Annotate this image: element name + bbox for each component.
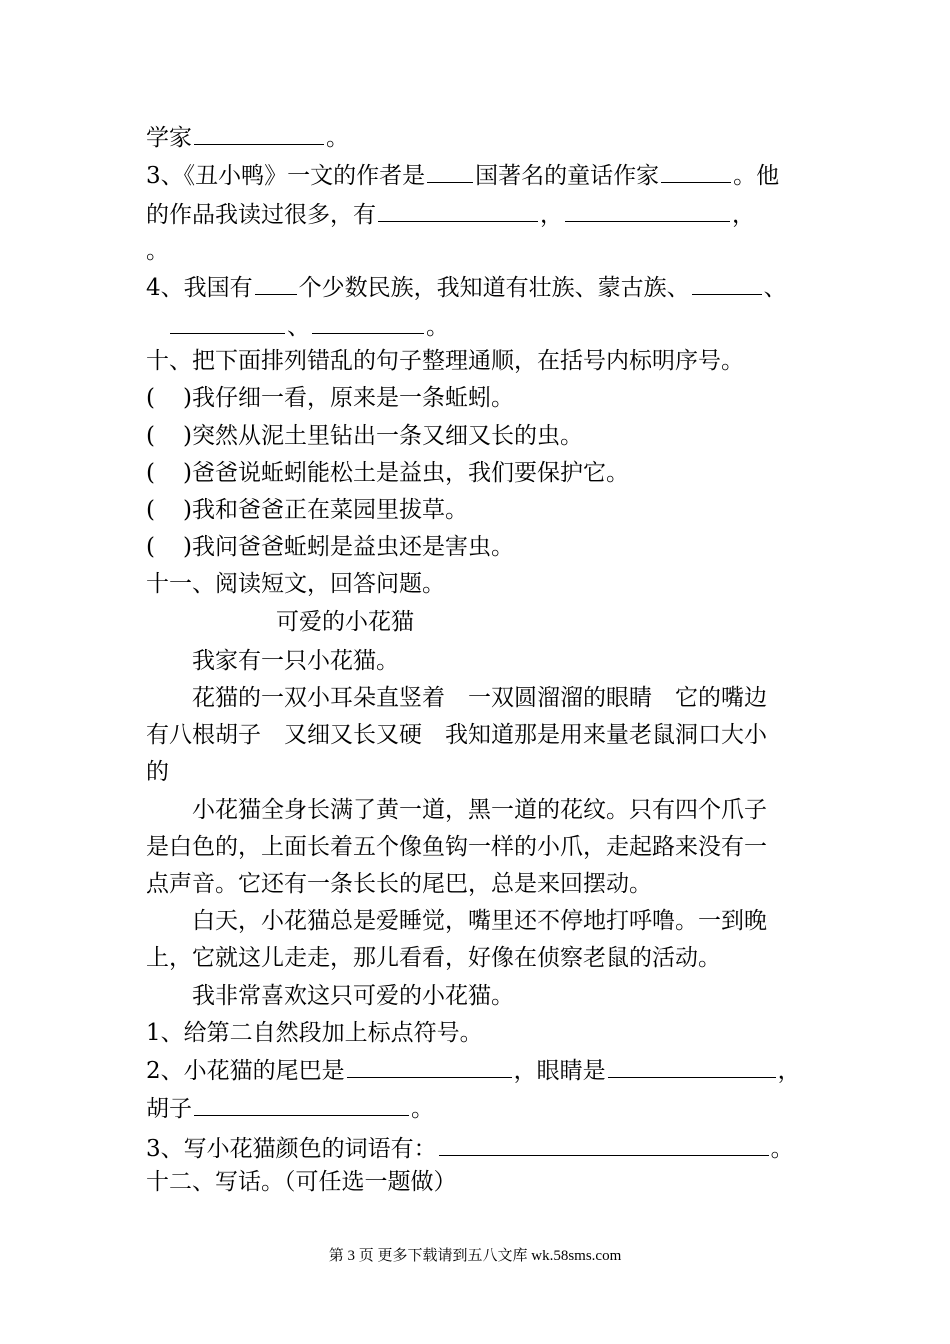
q10-item xyxy=(146,458,629,488)
sub-question-2-cont xyxy=(146,1093,434,1124)
answer-blank[interactable] xyxy=(608,1055,776,1078)
paren-open: ( xyxy=(146,534,155,560)
paren-open: ( xyxy=(146,460,155,486)
text: 、 xyxy=(287,314,310,340)
paren-open: ( xyxy=(146,423,155,449)
text: 。 xyxy=(326,125,349,151)
paren-close: ) xyxy=(182,385,192,411)
paren-close: ) xyxy=(182,423,192,449)
answer-blank[interactable] xyxy=(347,1055,512,1078)
text: 2、小花猫的尾巴是 xyxy=(146,1058,345,1084)
q10-item xyxy=(146,495,468,525)
answer-blank[interactable] xyxy=(565,199,730,222)
text: 。 xyxy=(426,314,449,340)
answer-blank[interactable] xyxy=(661,160,731,183)
q9-line-a xyxy=(146,122,349,153)
answer-blank[interactable] xyxy=(194,1093,409,1116)
sentence: 爸爸说蚯蚓能松土是益虫，我们要保护它。 xyxy=(191,460,629,486)
text: ， xyxy=(777,1058,801,1084)
answer-blank[interactable] xyxy=(378,199,538,222)
sub-question-2 xyxy=(146,1055,801,1086)
passage-p3-line: 点声音。它还有一条长长的尾巴，总是来回摆动。 xyxy=(146,871,652,897)
text: 个少数民族，我知道有壮族、蒙古族、 xyxy=(298,275,690,301)
answer-blank[interactable] xyxy=(427,160,473,183)
text: ， xyxy=(732,202,755,228)
page-footer: 第 3 页 更多下载请到五八文库 wk.58sms.com xyxy=(328,1248,622,1264)
q12-heading: 十二、写话。（可任选一题做） xyxy=(146,1169,457,1195)
passage-p2-line: 的 xyxy=(146,759,169,785)
passage-p2-line: 花猫的一双小耳朵直竖着 一双圆溜溜的眼睛 它的嘴边 xyxy=(192,685,767,711)
passage-p4-line: 上，它就这儿走走，那儿看看，好像在侦察老鼠的活动。 xyxy=(146,945,721,971)
answer-blank[interactable] xyxy=(692,272,762,295)
passage-p2-line: 有八根胡子 又细又长又硬 我知道那是用来量老鼠洞口大小 xyxy=(146,722,767,748)
passage-p5: 我非常喜欢这只可爱的小花猫。 xyxy=(192,983,514,1009)
passage-p1: 我家有一只小花猫。 xyxy=(192,648,399,674)
answer-blank[interactable] xyxy=(170,311,285,334)
text: ，眼睛是 xyxy=(513,1058,606,1084)
text: 。 xyxy=(411,1096,434,1122)
q3-line-3 xyxy=(146,236,169,266)
text: 3、写小花猫颜色的词语有： xyxy=(146,1136,437,1162)
paren-close: ) xyxy=(182,497,192,523)
paren-close: ) xyxy=(182,534,192,560)
text: 。 xyxy=(146,238,169,264)
text: 。他 xyxy=(733,163,780,189)
passage-p3-line: 小花猫全身长满了黄一道，黑一道的花纹。只有四个爪子 xyxy=(192,797,767,823)
q10-item xyxy=(146,421,583,451)
text: 3、《丑小鸭》一文的作者是 xyxy=(146,163,426,189)
text: 、 xyxy=(763,275,787,301)
q4-line-2 xyxy=(168,311,449,342)
passage-p4-line: 白天，小花猫总是爱睡觉，嘴里还不停地打呼噜。一到晚 xyxy=(192,908,767,934)
answer-blank[interactable] xyxy=(312,311,424,334)
text: 胡子 xyxy=(146,1096,192,1122)
q10-item xyxy=(146,383,514,413)
text: ， xyxy=(540,202,563,228)
paren-open: ( xyxy=(146,385,155,411)
answer-blank[interactable] xyxy=(255,272,297,295)
sentence: 我仔细一看，原来是一条蚯蚓。 xyxy=(191,385,514,411)
text: 学家 xyxy=(146,125,192,151)
paren-close: ) xyxy=(182,460,192,486)
q10-heading: 十、把下面排列错乱的句子整理通顺，在括号内标明序号。 xyxy=(146,348,744,374)
answer-blank[interactable] xyxy=(439,1133,769,1156)
text: 4、我国有 xyxy=(146,275,253,301)
q11-heading: 十一、阅读短文，回答问题。 xyxy=(146,571,445,597)
paren-open: ( xyxy=(146,497,155,523)
q10-item xyxy=(146,532,514,562)
sub-question-1: 1、给第二自然段加上标点符号。 xyxy=(146,1020,483,1046)
text: 的作品我读过很多，有 xyxy=(146,202,376,228)
answer-blank[interactable] xyxy=(194,122,324,145)
passage-p3-line: 是白色的，上面长着五个像鱼钩一样的小爪，走起路来没有一 xyxy=(146,834,767,860)
sentence: 我问爸爸蚯蚓是益虫还是害虫。 xyxy=(191,534,514,560)
q3-line-2 xyxy=(146,199,755,230)
sub-question-3 xyxy=(146,1133,794,1164)
passage-title: 可爱的小花猫 xyxy=(276,609,414,635)
text: 国著名的童话作家 xyxy=(475,163,660,189)
q4-line-1 xyxy=(146,272,787,303)
text: 。 xyxy=(770,1136,794,1162)
sentence: 我和爸爸正在菜园里拔草。 xyxy=(191,497,468,523)
q3-line-1 xyxy=(146,160,779,191)
sentence: 突然从泥土里钻出一条又细又长的虫。 xyxy=(191,423,583,449)
